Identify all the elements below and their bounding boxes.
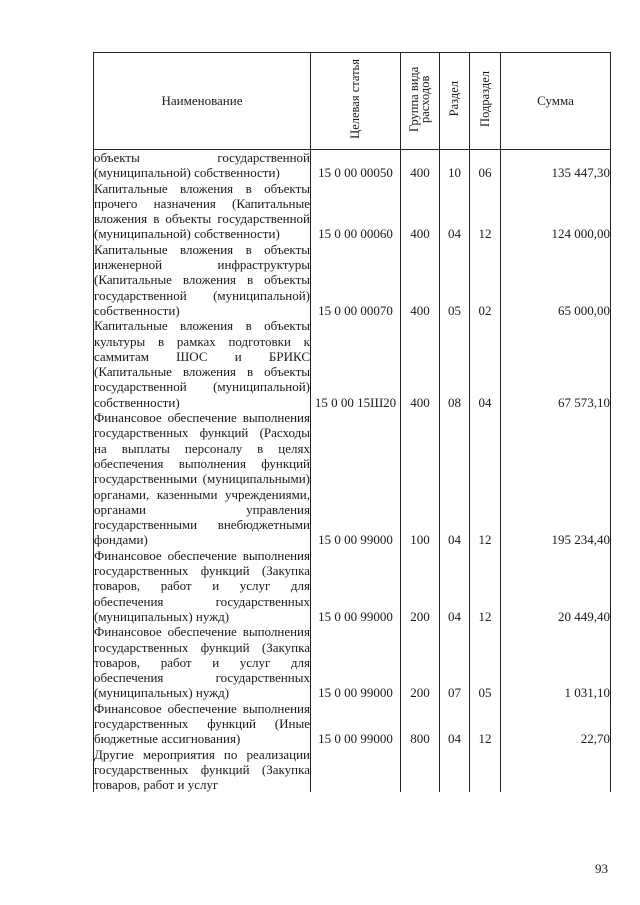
row-name: Финансовое обеспечение выполнения государственных функций (Расходы на выплаты персоналу в целях обеспечения выполнения функций государственными (муниципальными) органами, казенными учреждениями, органами управления государственными внебюджетными фондами) xyxy=(94,410,310,548)
row-expense-group: 400 xyxy=(401,181,440,242)
table-row xyxy=(94,242,611,318)
row-target-article: 15 0 00 99000 xyxy=(311,701,401,747)
row-section: 04 xyxy=(440,410,470,548)
table-row xyxy=(94,150,611,181)
header-section: Раздел xyxy=(440,53,470,150)
row-name: Капитальные вложения в объекты прочего назначения (Капитальные вложения в объекты государственной (муниципальной) собственности) xyxy=(94,180,310,242)
row-subsection: 12 xyxy=(470,548,501,624)
row-expense-group: 400 xyxy=(401,318,440,410)
row-target-article: 15 0 00 15Ш20 xyxy=(311,318,401,410)
table-row xyxy=(94,548,611,624)
row-expense-group: 400 xyxy=(401,242,440,318)
row-name: Финансовое обеспечение выполнения государственных функций (Закупка товаров, работ и услуг для обеспечения государственных (муниципальных) нужд) xyxy=(94,547,310,624)
row-sum xyxy=(501,747,611,793)
row-sum: 124 000,00 xyxy=(501,181,611,242)
row-section: 10 xyxy=(440,150,470,181)
row-sum: 65 000,00 xyxy=(501,242,611,318)
row-target-article: 15 0 00 99000 xyxy=(311,410,401,548)
row-subsection: 12 xyxy=(470,181,501,242)
row-name: объекты государственной (муниципальной) собственности) xyxy=(94,150,310,181)
row-expense-group: 100 xyxy=(401,410,440,548)
row-subsection xyxy=(470,747,501,793)
header-expense-group: Группа вида расходов xyxy=(401,53,440,150)
row-sum: 135 447,30 xyxy=(501,150,611,181)
row-expense-group xyxy=(401,747,440,793)
row-target-article: 15 0 00 00050 xyxy=(311,150,401,181)
table-header-row xyxy=(94,53,611,150)
row-subsection: 02 xyxy=(470,242,501,318)
row-subsection: 06 xyxy=(470,150,501,181)
row-section xyxy=(440,747,470,793)
table-row xyxy=(94,701,611,747)
row-section: 04 xyxy=(440,701,470,747)
row-subsection: 12 xyxy=(470,701,501,747)
row-subsection: 12 xyxy=(470,410,501,548)
row-sum: 20 449,40 xyxy=(501,548,611,624)
row-target-article: 15 0 00 99000 xyxy=(311,548,401,624)
header-name: Наименование xyxy=(94,53,311,150)
table-row xyxy=(94,318,611,410)
row-section: 07 xyxy=(440,624,470,700)
row-name: Капитальные вложения в объекты культуры в рамках подготовки к саммитам ШОС и БРИКС (Капитальные вложения в объекты государственной (муниципальной) собственности) xyxy=(94,318,310,410)
header-sum: Сумма xyxy=(501,53,611,150)
budget-table xyxy=(93,52,611,792)
row-name: Другие мероприятия по реализации государственных функций (Закупка товаров, работ и услуг xyxy=(94,746,310,793)
header-target-article: Целевая статья xyxy=(311,53,401,150)
row-target-article: 15 0 00 00060 xyxy=(311,181,401,242)
row-section: 04 xyxy=(440,548,470,624)
page-number: 93 xyxy=(595,861,608,876)
row-sum: 1 031,10 xyxy=(501,624,611,700)
row-expense-group: 400 xyxy=(401,150,440,181)
table-row xyxy=(94,624,611,700)
row-subsection: 04 xyxy=(470,318,501,410)
row-target-article: 15 0 00 99000 xyxy=(311,624,401,700)
header-subsection: Подраздел xyxy=(470,53,501,150)
row-expense-group: 200 xyxy=(401,624,440,700)
row-target-article xyxy=(311,747,401,793)
row-expense-group: 200 xyxy=(401,548,440,624)
row-name: Капитальные вложения в объекты инженерной инфраструктуры (Капитальные вложения в объекты государственной (муниципальной) собственности) xyxy=(94,241,310,318)
row-section: 08 xyxy=(440,318,470,410)
table-row xyxy=(94,747,611,793)
row-target-article: 15 0 00 00070 xyxy=(311,242,401,318)
row-section: 04 xyxy=(440,181,470,242)
row-section: 05 xyxy=(440,242,470,318)
row-subsection: 05 xyxy=(470,624,501,700)
row-name: Финансовое обеспечение выполнения государственных функций (Иные бюджетные ассигнования) xyxy=(94,700,310,747)
table-row xyxy=(94,410,611,548)
row-expense-group: 800 xyxy=(401,701,440,747)
row-sum: 195 234,40 xyxy=(501,410,611,548)
row-sum: 22,70 xyxy=(501,701,611,747)
table-row xyxy=(94,181,611,242)
row-name: Финансовое обеспечение выполнения государственных функций (Закупка товаров, работ и услуг для обеспечения государственных (муниципальных) нужд) xyxy=(94,624,310,701)
row-sum: 67 573,10 xyxy=(501,318,611,410)
